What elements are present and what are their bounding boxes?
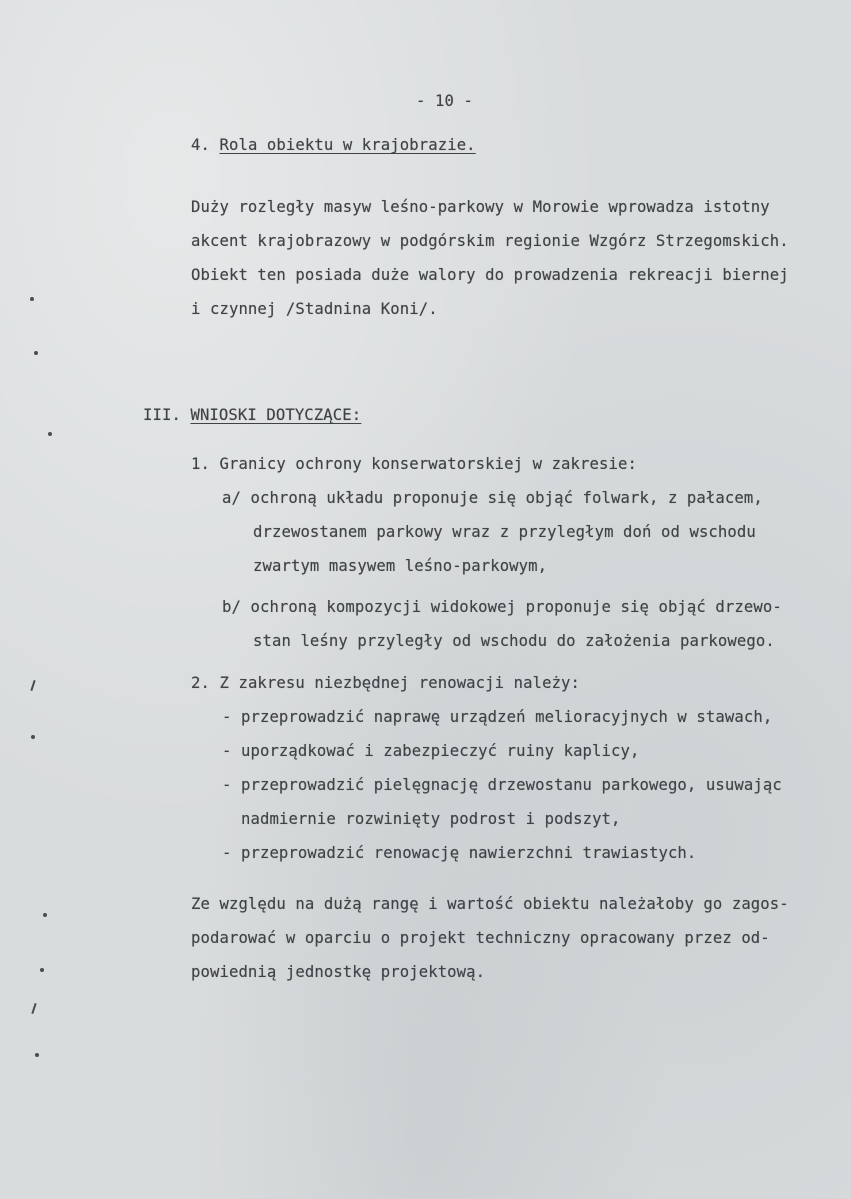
page-number: - 10 - [416,92,473,110]
item-a-line: zwartym masywem leśno-parkowym, [253,557,548,575]
margin-mark [34,351,38,355]
margin-mark [30,297,34,301]
paragraph-line: Obiekt ten posiada duże walory do prowadzenia rekreacji biernej [191,266,789,284]
bullet-item: - przeprowadzić pielęgnację drzewostanu parkowego, usuwając [222,776,782,794]
section-4-heading [191,136,476,154]
section-4-title: Rola obiektu w krajobrazie. [219,136,476,154]
closing-line: powiednią jednostkę projektową. [191,963,486,981]
margin-mark [48,432,52,436]
bullet-item: - przeprowadzić renowację nawierzchni trawiastych. [222,844,697,862]
paragraph-line: Duży rozległy masyw leśno-parkowy w Morowie wprowadza istotny [191,198,770,216]
margin-mark [40,968,44,972]
closing-line: podarować w oparciu o projekt techniczny opracowany przez od- [191,929,770,947]
section-3-title: WNIOSKI DOTYCZĄCE: [190,406,362,424]
item-2-title [191,674,580,692]
item-b-line: b/ ochroną kompozycji widokowej proponuje się objąć drzewo- [222,598,782,616]
section-3-heading [143,406,361,424]
bullet-item: - przeprowadzić naprawę urządzeń melioracyjnych w stawach, [222,708,773,726]
item-2-text: Z zakresu niezbędnej renowacji należy: [219,674,581,692]
item-2-number: 2. [191,674,210,692]
margin-mark [31,1003,36,1014]
section-4-number: 4. [191,136,210,154]
item-1-number: 1. [191,455,210,473]
item-b-line: stan leśny przyległy od wschodu do założenia parkowego. [253,632,775,650]
item-a-line: drzewostanem parkowy wraz z przyległym doń od wschodu [253,523,756,541]
item-1-text: Granicy ochrony konserwatorskiej w zakresie: [219,455,637,473]
item-a-line: a/ ochroną układu proponuje się objąć folwark, z pałacem, [222,489,763,507]
paragraph-line: akcent krajobrazowy w podgórskim regionie Wzgórz Strzegomskich. [191,232,789,250]
margin-mark [35,1053,39,1057]
bullet-item: - uporządkować i zabezpieczyć ruiny kaplicy, [222,742,640,760]
paragraph-line: i czynnej /Stadnina Koni/. [191,300,438,318]
margin-mark [31,735,35,739]
margin-mark [30,680,35,691]
item-1-title [191,455,637,473]
bullet-item-continuation: nadmiernie rozwinięty podrost i podszyt, [241,810,621,828]
section-3-number: III. [143,406,181,424]
margin-mark [43,913,47,917]
closing-line: Ze względu na dużą rangę i wartość obiektu należałoby go zagos- [191,895,789,913]
